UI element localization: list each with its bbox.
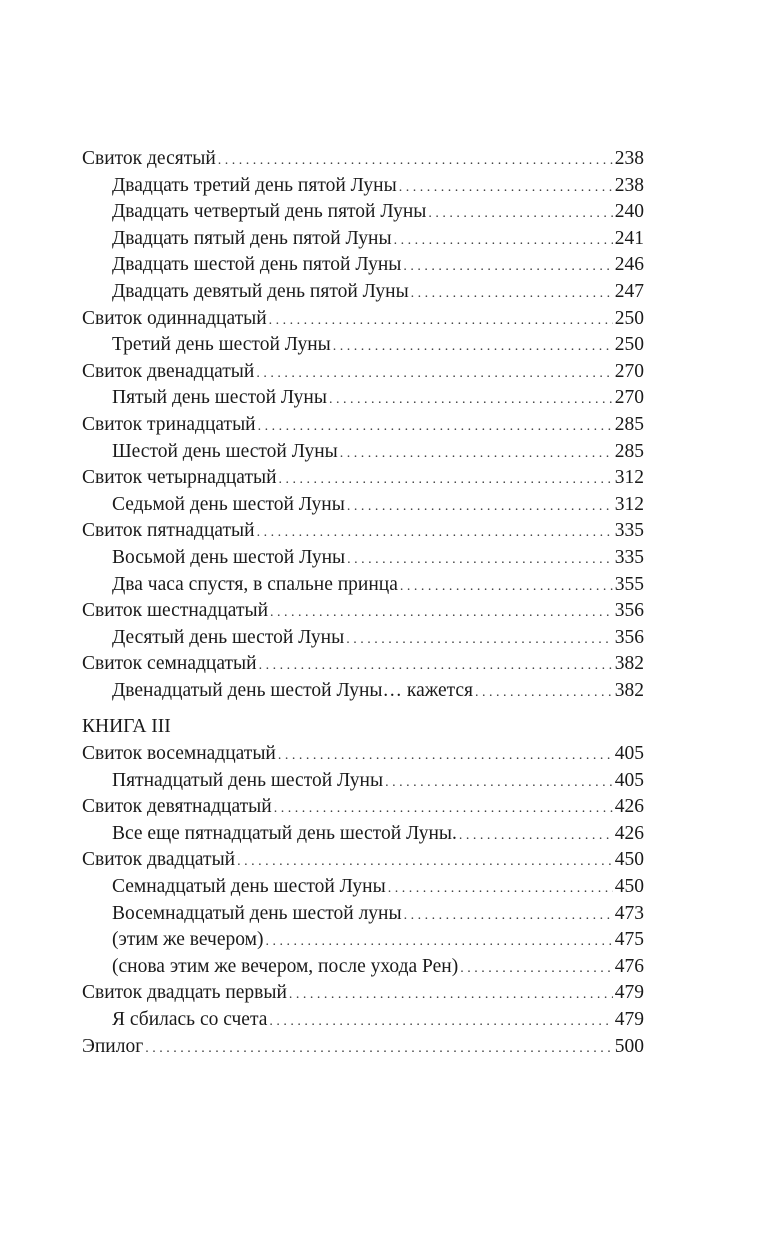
toc-subentry [82,625,644,652]
toc-page-number: 473 [614,902,644,924]
toc-page-number: 238 [614,148,644,169]
toc-page-number: 479 [614,1009,644,1030]
toc-entry-title: Свиток пятнадцатый [82,520,255,542]
toc-entry [82,465,644,492]
toc-entry-title: Свиток семнадцатый [82,653,257,675]
dot-leader [278,743,613,770]
toc-entry [82,741,644,768]
toc-subentry [82,1007,644,1034]
dot-leader [237,849,613,876]
toc-page-number: 241 [614,227,644,249]
toc-entry-title: Шестой день шестой Луны [112,440,338,462]
dot-leader [256,361,612,388]
toc-subentry [82,199,644,226]
dot-leader [269,308,613,335]
toc-entry-title: Все еще пятнадцатый день шестой Луны. [112,822,457,844]
toc-page-number: 475 [614,929,644,951]
toc-entry [82,651,644,678]
toc-entry-title: Седьмой день шестой Луны [112,493,345,515]
toc-page-number: 426 [614,796,644,818]
toc-page-number: 382 [614,679,644,701]
toc-entry-title: Свиток восемнадцатый [82,743,276,765]
toc-entry-title: Восемнадцатый день шестой луны [112,902,402,924]
toc-subentry [82,874,644,901]
toc-entry-title: Свиток двадцатый [82,849,236,871]
toc-entry-title: Двадцать шестой день пятой Луны [112,254,402,276]
toc-subentry [82,678,644,705]
toc-entry-title: Свиток двадцать первый [82,982,287,1004]
toc-entry [82,1034,644,1061]
toc-subentry [82,572,644,599]
toc-page-number: 270 [614,360,644,382]
dot-leader [259,653,613,680]
toc-page-number: 479 [614,982,644,1004]
dot-leader [347,494,613,521]
toc-entry-title: Десятый день шестой Луны [112,626,345,648]
dot-leader [347,547,613,574]
toc-entry-title: Двенадцатый день шестой Луны… кажется [112,679,473,701]
toc-entry-title: Пятый день шестой Луны [112,387,327,409]
toc-page-number: 382 [614,653,644,675]
toc-subentry [82,226,644,253]
toc-page-number: 335 [614,546,644,568]
dot-leader [404,903,613,930]
dot-leader [400,574,613,601]
toc-page-number: 285 [614,440,644,462]
toc-entry-title: Свиток одиннадцатый [82,307,267,329]
dot-leader [257,520,613,547]
toc-page-number: 356 [614,626,644,648]
dot-leader [265,929,612,956]
toc-page-number: 246 [614,254,644,276]
dot-leader [399,175,613,202]
dot-leader [460,956,613,983]
toc-page-number: 250 [614,334,644,356]
toc-subentry [82,279,644,306]
dot-leader [279,467,613,494]
dot-leader [411,281,613,308]
dot-leader [340,441,613,468]
toc-group-book-2 [82,146,644,704]
toc-page-number: 238 [614,174,644,196]
toc-entry [82,847,644,874]
toc-subentry [82,768,644,795]
dot-leader [475,680,613,707]
toc-page-number: 250 [614,307,644,329]
toc-page-number: 355 [614,573,644,595]
dot-leader [459,823,613,850]
dot-leader [329,387,613,414]
toc-entry-title: Семнадцатый день шестой Луны [112,876,386,898]
toc-entry-title: Двадцать девятый день пятой Луны [112,280,409,302]
dot-leader [258,414,613,441]
toc-subentry [82,252,644,279]
toc-entry-title: Двадцать третий день пятой Луны [112,174,397,196]
toc-page-number: 405 [614,743,644,765]
toc-entry [82,359,644,386]
toc-entry-title: Восьмой день шестой Луны [112,546,346,568]
toc-entry-title: Третий день шестой Луны [112,334,331,356]
dot-leader [346,627,613,654]
toc-subentry [82,821,644,848]
dot-leader [385,770,613,797]
toc-entry-title: Свиток девятнадцатый [82,796,272,818]
toc-page-number: 405 [614,769,644,791]
toc-subentry [82,332,644,359]
toc-entry-title: Пятнадцатый день шестой Луны [112,769,384,791]
toc-subentry [82,492,644,519]
toc-page-number: 335 [614,520,644,542]
table-of-contents [82,146,644,1060]
dot-leader [388,876,613,903]
dot-leader [270,600,613,627]
toc-entry [82,794,644,821]
dot-leader [145,1036,613,1063]
book-heading: КНИГА III [82,716,171,738]
toc-page-number: 356 [614,600,644,622]
toc-subentry [82,927,644,954]
toc-page-number: 285 [614,413,644,435]
toc-page-number: 476 [614,955,644,977]
toc-page-number: 240 [614,201,644,223]
dot-leader [394,228,613,255]
toc-entry [82,518,644,545]
toc-entry [82,980,644,1007]
toc-entry [82,412,644,439]
dot-leader [289,982,613,1009]
toc-entry-title: Двадцать четвертый день пятой Луны [112,201,427,223]
toc-entry [82,306,644,333]
toc-entry-title: Я сбилась со счета [112,1009,268,1030]
toc-entry-title: (этим же вечером) [112,929,264,951]
toc-page-number: 426 [614,822,644,844]
toc-entry [82,146,644,173]
toc-entry-title: Свиток четырнадцатый [82,467,277,489]
toc-subentry [82,173,644,200]
toc-page-number: 450 [614,849,644,871]
toc-entry-title: Два часа спустя, в спальне принца [112,573,398,595]
toc-entry-title: (снова этим же вечером, после ухода Рен) [112,955,459,977]
toc-subentry [82,545,644,572]
toc-page-number: 500 [614,1035,644,1057]
dot-leader [269,1009,612,1036]
toc-subentry [82,954,644,981]
toc-subentry [82,385,644,412]
dot-leader [428,201,612,228]
toc-page-number: 247 [614,280,644,302]
toc-group-book-3 [82,741,644,1060]
toc-entry-title: Свиток десятый [82,148,216,169]
toc-page-number: 450 [614,876,644,898]
dot-leader [333,334,613,361]
toc-page-number: 270 [614,387,644,409]
toc-entry [82,598,644,625]
toc-entry-title: Свиток двенадцатый [82,360,255,382]
toc-entry-title: Эпилог [82,1035,144,1057]
toc-subentry [82,439,644,466]
toc-subentry [82,901,644,928]
toc-entry-title: Свиток тринадцатый [82,413,256,435]
toc-page-number: 312 [614,467,644,489]
toc-entry-title: Свиток шестнадцатый [82,600,269,622]
dot-leader [403,254,612,281]
toc-entry-title: Двадцать пятый день пятой Луны [112,227,392,249]
toc-page-number: 312 [614,493,644,515]
dot-leader [218,148,613,175]
dot-leader [274,796,613,823]
